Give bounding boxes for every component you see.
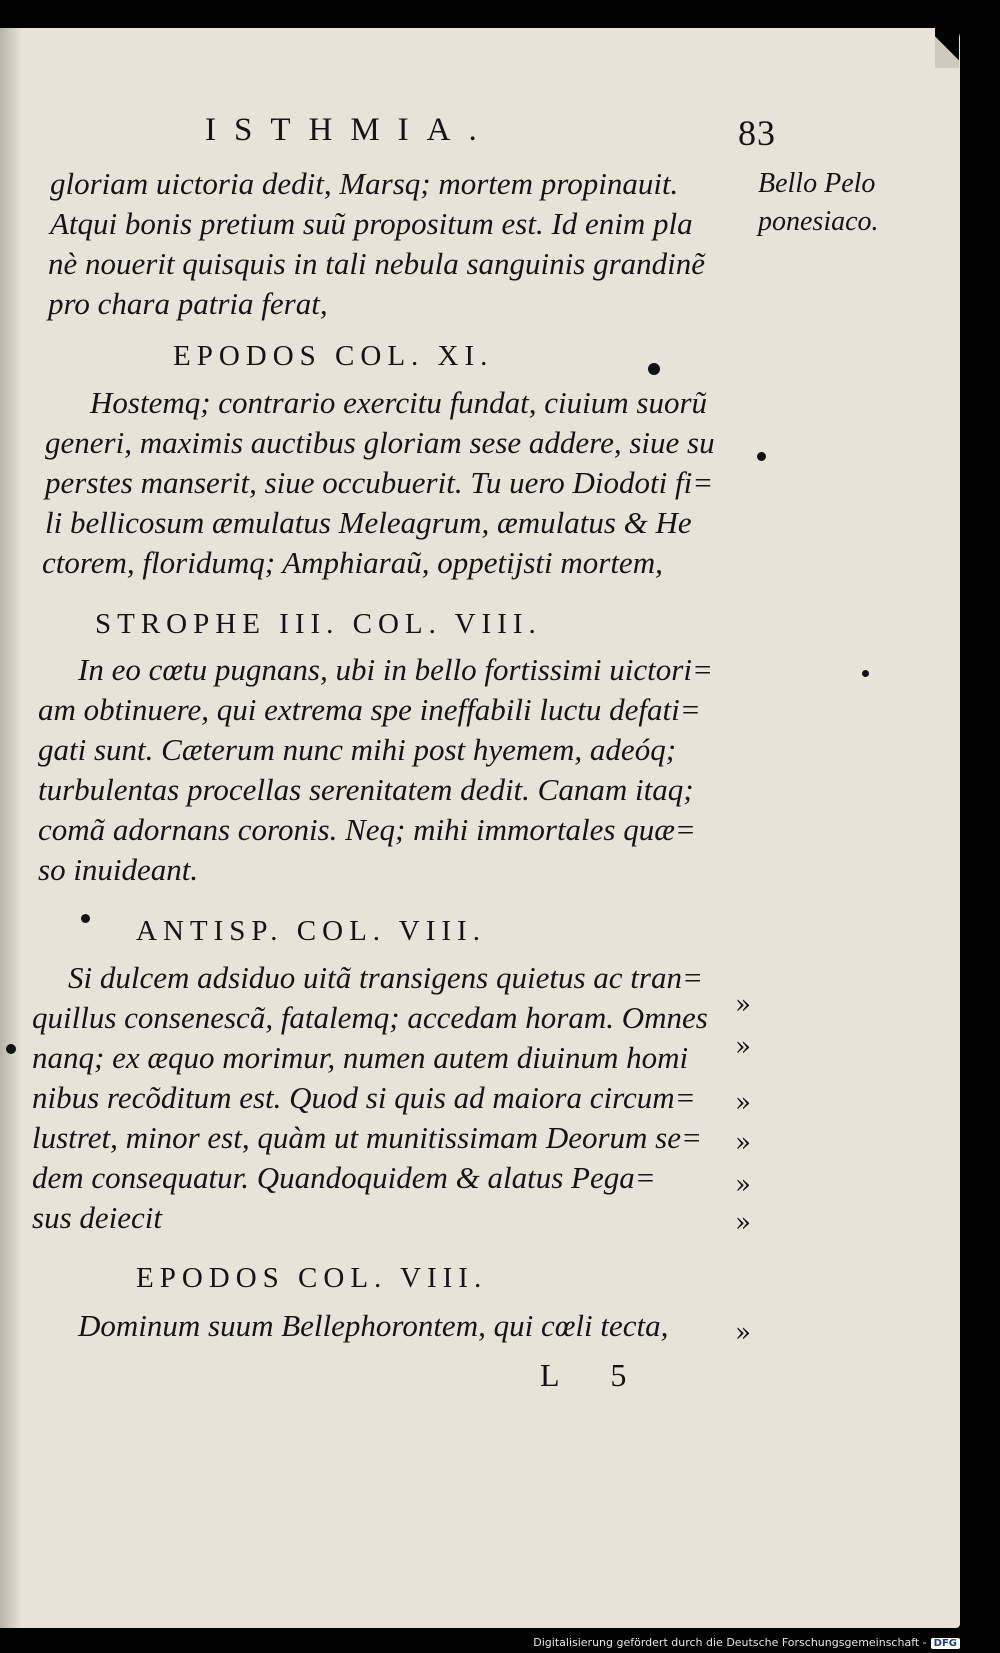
- text-line: comã adornans coronis. Neq; mihi immortales quæ=: [38, 812, 696, 847]
- text-line: li bellicosum æmulatus Meleagrum, æmulatus & He: [45, 505, 692, 540]
- section-heading: STROPHE III. COL. VIII.: [95, 608, 542, 640]
- text-line: so inuideant.: [38, 852, 199, 887]
- ink-blot: [6, 1044, 16, 1054]
- quote-mark: »: [735, 1170, 751, 1200]
- ink-blot: [81, 914, 90, 923]
- quote-mark: »: [735, 1128, 751, 1158]
- dfg-logo: DFG: [931, 1638, 960, 1649]
- credit-text: Digitalisierung gefördert durch die Deutsche Forschungsgemeinschaft -: [533, 1636, 927, 1649]
- text-line: gati sunt. Cæterum nunc mihi post hyemem, adeóq;: [38, 732, 677, 767]
- quote-mark: »: [735, 1032, 751, 1062]
- section-heading: EPODOS COL. VIII.: [136, 1262, 488, 1294]
- text-line: Atqui bonis pretium suũ propositum est. Id enim pla: [50, 206, 693, 241]
- ink-blot: [862, 670, 869, 677]
- text-line: sus deiecit: [32, 1200, 162, 1235]
- text-line: Dominum suum Bellephorontem, qui cœli tecta,: [78, 1308, 669, 1343]
- margin-note-line-2: ponesiaco.: [758, 206, 879, 237]
- text-line: ctorem, floridumq; Amphiaraũ, oppetijsti mortem,: [42, 545, 663, 580]
- text-line: In eo cœtu pugnans, ubi in bello fortissimi uictori=: [78, 652, 713, 687]
- text-line: perstes manserit, siue occubuerit. Tu uero Diodoti fi=: [45, 465, 714, 500]
- quote-mark: »: [735, 990, 751, 1020]
- page-gutter-shadow: [0, 28, 22, 1628]
- text-line: gloriam uictoria dedit, Marsq; mortem propinauit.: [50, 166, 679, 201]
- text-line: am obtinuere, qui extrema spe ineffabili luctu defati=: [38, 692, 701, 727]
- text-line: Hostemq; contrario exercitu fundat, ciuium suorũ: [90, 385, 708, 420]
- text-line: lustret, minor est, quàm ut munitissimam Deorum se=: [32, 1120, 702, 1155]
- ink-blot: [757, 452, 766, 461]
- digitization-credit: [533, 1636, 960, 1649]
- section-heading: EPODOS COL. XI.: [173, 340, 494, 372]
- section-heading: ANTISP. COL. VIII.: [136, 915, 486, 947]
- text-line: nanq; ex æquo morimur, numen autem diuinum homi: [32, 1040, 689, 1075]
- running-title: ISTHMIA.: [205, 112, 495, 148]
- quote-mark: »: [735, 1208, 751, 1238]
- text-line: nè nouerit quisquis in tali nebula sanguinis grandinẽ: [48, 246, 706, 281]
- text-line: Si dulcem adsiduo uitã transigens quietus ac tran=: [68, 960, 703, 995]
- text-line: nibus recõditum est. Quod si quis ad maiora circum=: [32, 1080, 696, 1115]
- quote-mark: »: [735, 1318, 751, 1348]
- page-corner-fold: [935, 28, 959, 68]
- text-line: turbulentas procellas serenitatem dedit. Canam itaq;: [38, 772, 694, 807]
- text-line: pro chara patria ferat,: [48, 286, 328, 321]
- text-line: quillus consenescã, fatalemq; accedam horam. Omnes: [32, 1000, 708, 1035]
- text-line: dem consequatur. Quandoquidem & alatus Pega=: [32, 1160, 656, 1195]
- quote-mark: »: [735, 1088, 751, 1118]
- margin-note-line-1: Bello Pelo: [758, 168, 876, 199]
- ink-blot: [648, 363, 660, 375]
- text-line: generi, maximis auctibus gloriam sese addere, siue su: [45, 425, 715, 460]
- signature-mark: L 5: [540, 1357, 649, 1393]
- page-number: 83: [738, 113, 776, 153]
